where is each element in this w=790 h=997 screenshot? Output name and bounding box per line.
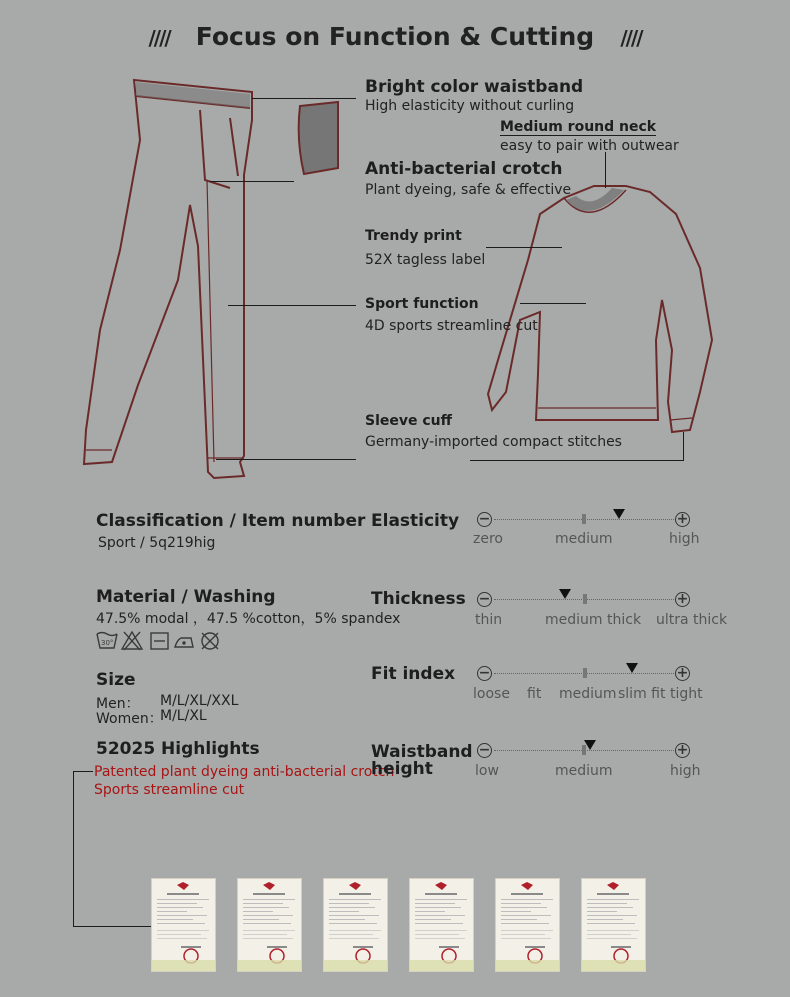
tumble-dry-icon [151, 633, 168, 649]
highlights-line-1: Patented plant dyeing anti-bacterial crotch [94, 764, 395, 780]
size-title: Size [96, 670, 136, 690]
minus-icon: − [478, 665, 491, 681]
scale-waistband-name-line1: Waistband [371, 742, 473, 762]
feature-print-desc: 52X tagless label [365, 252, 486, 268]
size-women-label: Women： [96, 711, 163, 727]
highlights-title: 52025 Highlights [96, 739, 260, 759]
feature-sport-title: Sport function [365, 296, 479, 312]
minus-icon: − [478, 742, 491, 758]
callout-line-print [486, 247, 562, 248]
care-symbols [96, 630, 222, 652]
feature-cuff-desc: Germany-imported compact stitches [365, 434, 622, 450]
scale-fit-marker [626, 663, 638, 673]
slashes-right: //// [620, 26, 642, 50]
no-dry-clean-icon [202, 633, 218, 649]
scale-waistband-label-mid: medium [555, 763, 613, 779]
slashes-left: //// [148, 26, 170, 50]
scale-fit-label-5: tight [670, 686, 703, 702]
scale-waistband-marker [584, 740, 596, 750]
callout-line-cuff-left [216, 459, 356, 460]
size-women-value: M/L/XL [160, 708, 207, 724]
scale-waistband-name-line2: height [371, 759, 433, 779]
svg-text:30°: 30° [101, 639, 114, 647]
crotch-gusset [299, 102, 338, 174]
scale-fit-label-1: loose [473, 686, 510, 702]
scale-thickness-label-low: thin [475, 612, 503, 628]
feature-crotch-title: Anti-bacterial crotch [365, 159, 563, 179]
certificate-icon [324, 879, 388, 972]
feature-crotch-desc: Plant dyeing, safe & effective [365, 182, 572, 198]
size-men-label: Men： [96, 696, 140, 712]
size-men-value: M/L/XL/XXL [160, 693, 239, 709]
feature-neck-title: Medium round neck [500, 119, 657, 135]
classification-value: Sport / 5q219hig [98, 535, 216, 551]
certificate-icon [496, 879, 560, 972]
scale-elasticity-marker [613, 509, 625, 519]
callout-line-sport-left [228, 305, 356, 306]
callout-line-sport-right [520, 303, 586, 304]
highlights-line-2: Sports streamline cut [94, 782, 245, 798]
scale-waistband-label-low: low [475, 763, 499, 779]
callout-line-neck [605, 152, 606, 188]
scale-thickness-marker [559, 589, 571, 599]
scale-fit-label-3: medium [559, 686, 617, 702]
plus-icon: + [676, 742, 689, 758]
feature-waistband-title: Bright color waistband [365, 77, 584, 97]
material-title: Material / Washing [96, 587, 276, 607]
pants-outline [84, 80, 252, 478]
certificate-icon [152, 879, 216, 972]
scale-thickness-name: Thickness [371, 589, 466, 609]
page-title: Focus on Function & Cutting [195, 22, 595, 51]
scale-fit-mid-tick [583, 668, 587, 678]
scale-elasticity-mid-tick [582, 514, 586, 524]
certificate-icon [582, 879, 646, 972]
feature-sport-desc: 4D sports streamline cut [365, 318, 538, 334]
callout-line-waistband [252, 98, 356, 99]
minus-icon: − [478, 591, 491, 607]
plus-icon: + [676, 665, 689, 681]
certificate-row [151, 878, 651, 978]
care-icons [96, 630, 222, 656]
highlight-bracket-vertical [73, 771, 74, 927]
certificate-icon [410, 879, 474, 972]
feature-print-title: Trendy print [365, 228, 462, 244]
scale-waistband-label-high: high [670, 763, 701, 779]
material-value: 47.5% modal ，47.5 %cotton，5% spandex [96, 611, 401, 627]
scale-elasticity-name: Elasticity [371, 511, 460, 531]
scale-thickness-label-high: ultra thick [656, 612, 728, 628]
feature-neck-desc: easy to pair with outwear [500, 138, 679, 154]
plus-icon: + [676, 511, 689, 527]
certificate-images [151, 878, 651, 974]
wash-30-icon [97, 633, 117, 649]
scale-fit-label-4: slim fit [618, 686, 666, 702]
highlight-bracket-top [73, 771, 93, 772]
iron-low-icon [175, 638, 193, 647]
scale-thickness-label-mid: medium thick [545, 612, 642, 628]
shirt-outline [488, 186, 712, 432]
no-bleach-icon [122, 632, 142, 650]
feature-cuff-title: Sleeve cuff [365, 413, 452, 429]
scale-fit-label-2: fit [527, 686, 542, 702]
scale-elasticity-label-high: high [669, 531, 700, 547]
callout-line-cuff-vertical [683, 432, 684, 461]
classification-title: Classification / Item number [96, 511, 366, 531]
callout-line-crotch [210, 181, 294, 182]
scale-thickness-mid-tick [583, 594, 587, 604]
scale-fit-name: Fit index [371, 664, 456, 684]
certificate-icon [238, 879, 302, 972]
scale-elasticity-label-low: zero [473, 531, 503, 547]
plus-icon: + [676, 591, 689, 607]
feature-waistband-desc: High elasticity without curling [365, 98, 575, 114]
scale-elasticity-label-mid: medium [555, 531, 613, 547]
callout-line-cuff-right [470, 460, 683, 461]
minus-icon: − [478, 511, 491, 527]
